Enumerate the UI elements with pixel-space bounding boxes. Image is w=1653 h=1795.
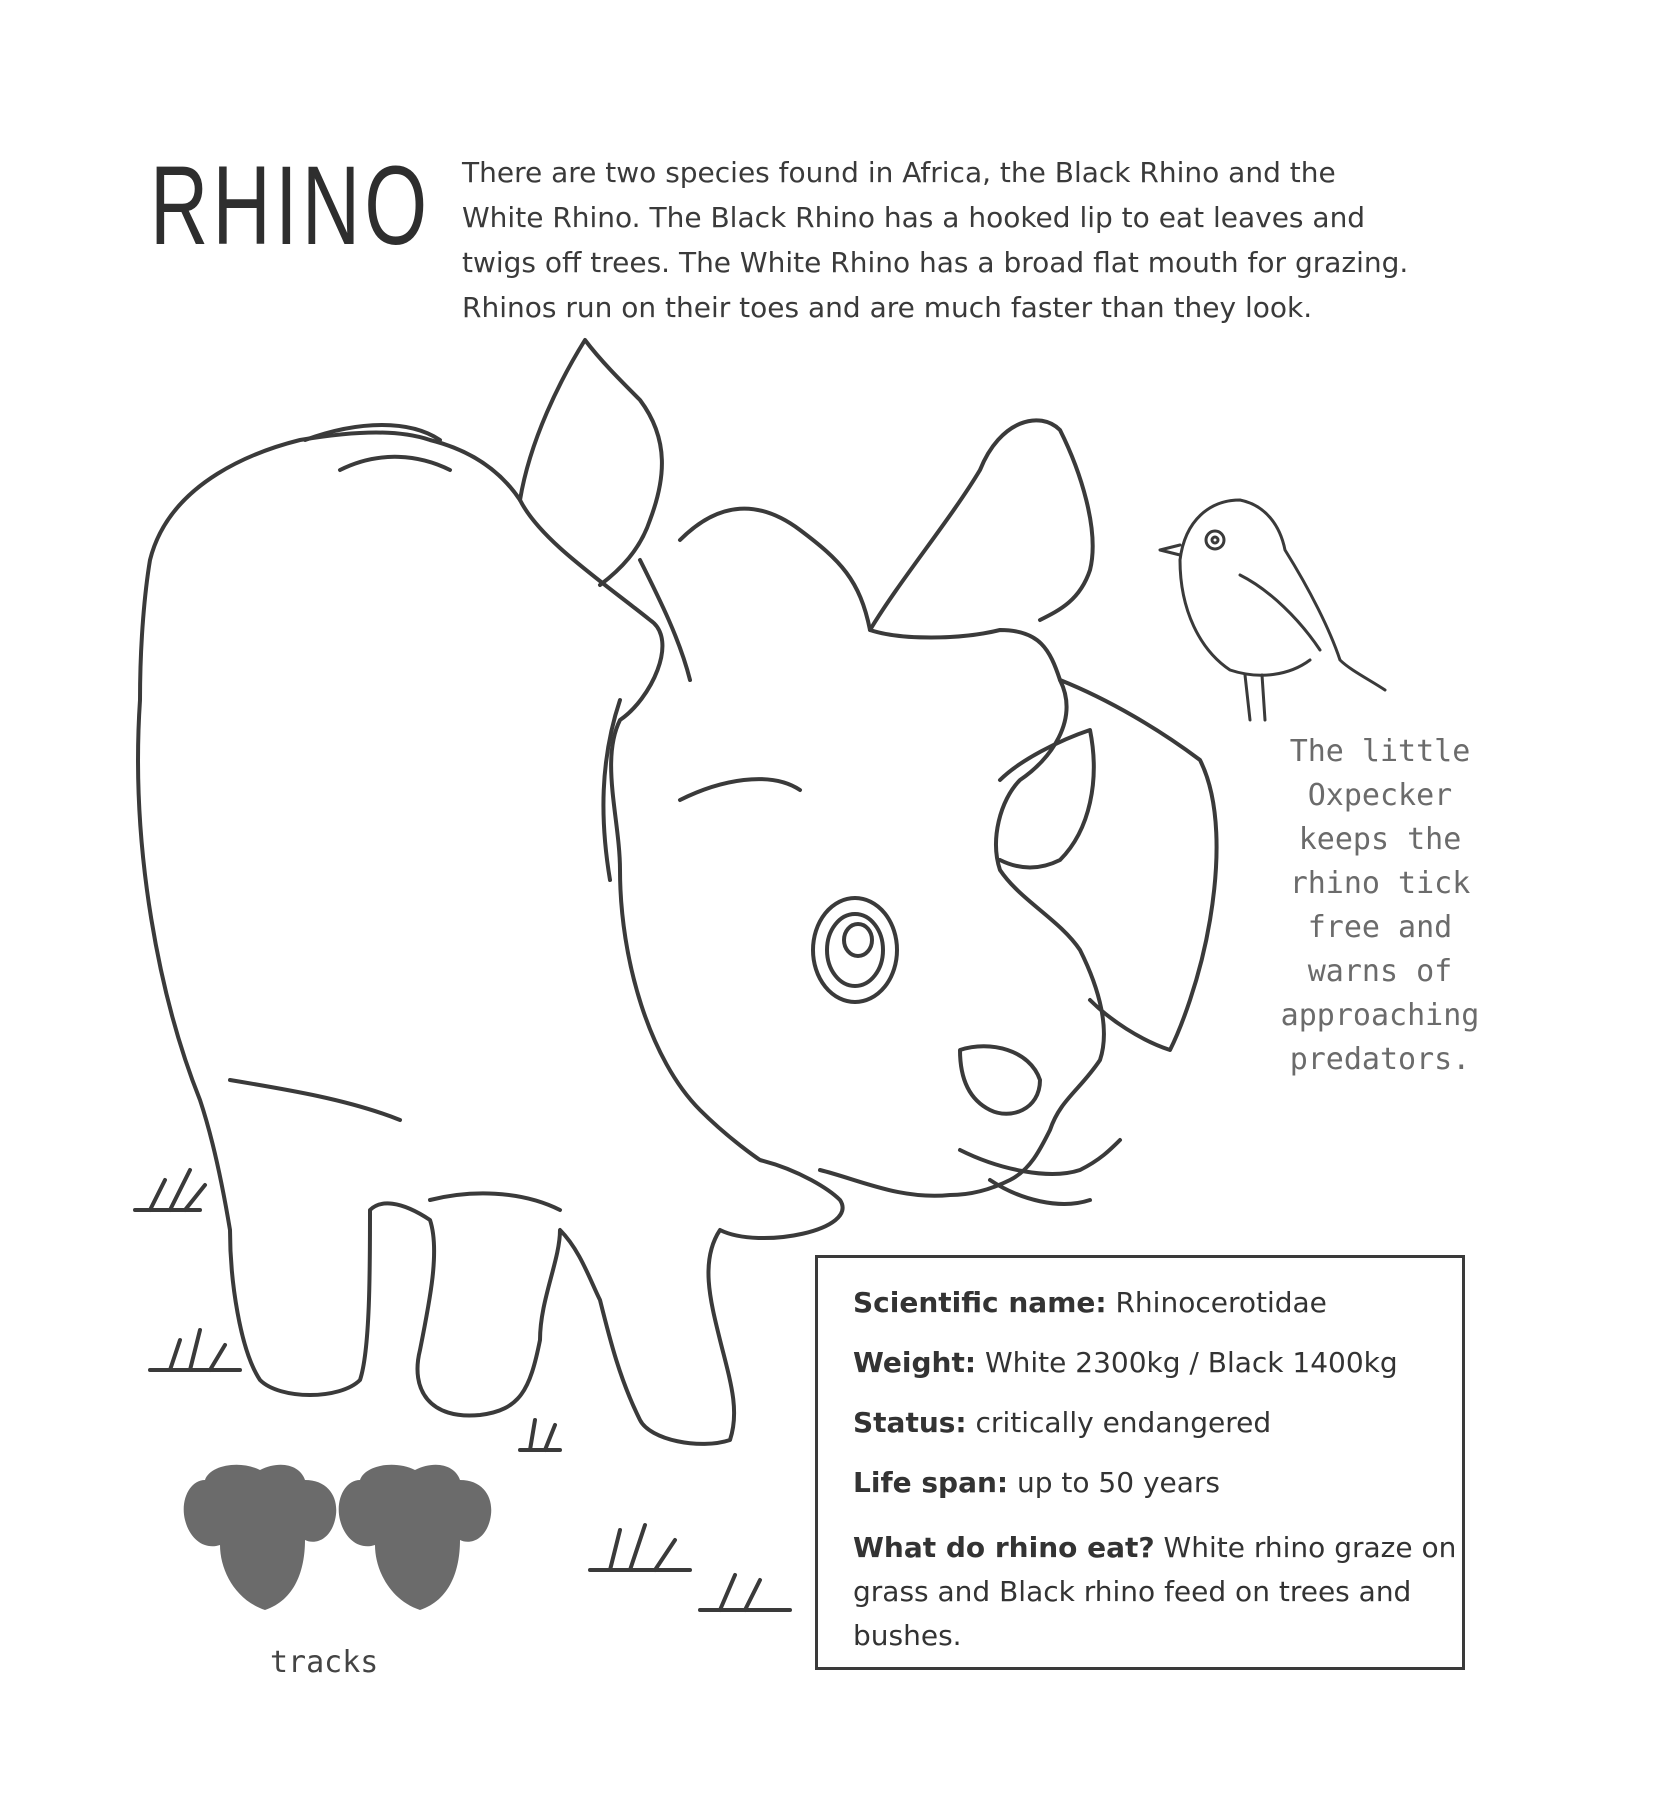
- oxpecker-note: [1255, 730, 1505, 1082]
- fact-value: White rhino graze on grass and Black rhino feed on trees and bushes.: [853, 1531, 1457, 1652]
- rhino-nostril: [960, 1046, 1040, 1114]
- note-line: predators.: [1289, 1042, 1471, 1077]
- intro-line: There are two species found in Africa, the Black Rhino and the: [462, 156, 1336, 189]
- track-right: [339, 1465, 492, 1610]
- rhino-body: [138, 433, 843, 1444]
- rhino-front-horn: [1060, 680, 1217, 1050]
- intro-line: Rhinos run on their toes and are much faster than they look.: [462, 291, 1313, 324]
- intro-line: twigs off trees. The White Rhino has a broad flat mouth for grazing.: [462, 246, 1409, 279]
- track-left: [184, 1465, 337, 1610]
- note-line: free and: [1307, 910, 1453, 945]
- fact-label: What do rhino eat?: [853, 1531, 1155, 1564]
- note-line: Oxpecker: [1307, 778, 1453, 813]
- fact-scientific-name: [853, 1286, 1462, 1320]
- fact-value: Rhinocerotidae: [1106, 1286, 1327, 1319]
- rhino-rear-horn: [1000, 730, 1094, 868]
- fact-label: Life span:: [853, 1466, 1009, 1499]
- tracks-label: tracks: [270, 1645, 379, 1680]
- rhino-head: [680, 509, 1104, 1196]
- rhino-right-ear: [870, 420, 1093, 630]
- fact-label: Status:: [853, 1406, 967, 1439]
- fact-status: [853, 1406, 1462, 1440]
- note-line: The little: [1289, 734, 1471, 769]
- facts-box: [815, 1255, 1465, 1670]
- note-line: rhino tick: [1289, 866, 1471, 901]
- fact-label: Weight:: [853, 1346, 977, 1379]
- rhino-left-ear: [520, 340, 662, 585]
- note-line: approaching: [1280, 998, 1480, 1033]
- fact-value: critically endangered: [966, 1406, 1272, 1439]
- fact-value: up to 50 years: [1008, 1466, 1221, 1499]
- fact-diet: [853, 1526, 1462, 1658]
- fact-label: Scientific name:: [853, 1286, 1107, 1319]
- rhino-tracks: [184, 1465, 492, 1610]
- note-line: warns of: [1307, 954, 1453, 989]
- fact-value: White 2300kg / Black 1400kg: [976, 1346, 1398, 1379]
- oxpecker-bird: [1160, 500, 1385, 720]
- note-line: keeps the: [1298, 822, 1462, 857]
- fact-life-span: [853, 1466, 1462, 1500]
- page-title: RHINO: [150, 143, 432, 268]
- fact-weight: [853, 1346, 1462, 1380]
- intro-line: White Rhino. The Black Rhino has a hooked lip to eat leaves and: [462, 201, 1366, 234]
